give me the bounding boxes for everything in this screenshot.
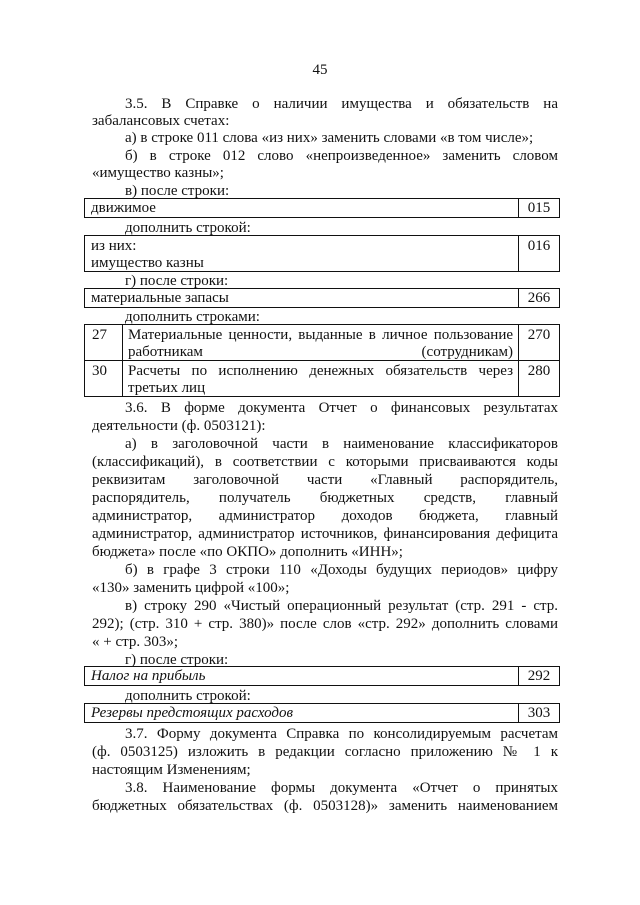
row-text-line: третьих лиц <box>128 380 206 396</box>
paragraph-line: б) в строке 012 слово «непроизведенное» заменить словом <box>125 148 558 164</box>
paragraph-line: забалансовых счетах: <box>92 113 230 129</box>
paragraph-line: 292); (стр. 310 + стр. 380)» после слов «стр. 292» дополнить словами <box>92 616 558 632</box>
paragraph-line: бюджетных обязательствах (ф. 0503128)» заменить наименованием <box>92 798 558 814</box>
paragraph-line: в) строку 290 «Чистый операционный результат (стр. 291 - стр. <box>125 598 558 614</box>
paragraph-line: настоящим Изменениям; <box>92 762 251 778</box>
row-text <box>123 325 518 360</box>
row-number: 30 <box>85 361 123 396</box>
row-code: 270 <box>518 325 559 360</box>
row-text-line: Расчеты по исполнению денежных обязательств через <box>128 363 513 379</box>
paragraph-line: 3.7. Форму документа Справка по консолидируемым расчетам <box>125 726 558 742</box>
paragraph-line: распорядитель, получатель бюджетных средств, главный <box>92 490 558 506</box>
paragraph-line: дополнить строками: <box>125 309 260 325</box>
row-text <box>123 361 518 396</box>
paragraph-line: дополнить строкой: <box>125 688 251 704</box>
paragraph-line: « + стр. 303»; <box>92 634 179 650</box>
paragraph-line: г) после строки: <box>125 652 229 668</box>
paragraph-line: б) в графе 3 строки 110 «Доходы будущих периодов» цифру <box>125 562 558 578</box>
paragraph-line: а) в строке 011 слова «из них» заменить словами «в том числе»; <box>125 130 534 146</box>
paragraph-line: дополнить строкой: <box>125 220 251 236</box>
table-row <box>84 324 560 361</box>
page-number: 45 <box>312 62 328 78</box>
paragraph-line: г) после строки: <box>125 273 229 289</box>
table-row <box>84 703 560 723</box>
paragraph-line: а) в заголовочной части в наименование классификаторов <box>125 436 558 452</box>
paragraph-line: реквизитам заголовочной части «Главный распорядитель, <box>92 472 558 488</box>
row-text-line: из них: <box>91 238 137 254</box>
paragraph-line: «130» заменить цифрой «100»; <box>92 580 290 596</box>
row-code: 303 <box>518 704 559 722</box>
paragraph-line: 3.5. В Справке о наличии имущества и обязательств на <box>125 96 558 112</box>
paragraph-line: администратор, администратор доходов бюджета, главный <box>92 508 558 524</box>
row-code: 292 <box>518 667 559 685</box>
row-text: Налог на прибыль <box>91 668 206 684</box>
row-number: 27 <box>85 325 123 360</box>
row-text-line: работникам (сотрудникам) <box>128 344 513 360</box>
row-code: 266 <box>518 289 559 307</box>
paragraph-line: деятельности (ф. 0503121): <box>92 418 266 434</box>
table-row <box>84 666 560 686</box>
row-text: материальные запасы <box>91 290 229 306</box>
table-row <box>84 288 560 308</box>
paragraph-line: 3.6. В форме документа Отчет о финансовых результатах <box>125 400 558 416</box>
paragraph-line: (классификаций), в соответствии с которыми присваиваются коды <box>92 454 558 470</box>
table-row <box>84 198 560 218</box>
row-code: 016 <box>518 236 559 271</box>
paragraph-line: «имущество казны»; <box>92 165 224 181</box>
paragraph-line: 3.8. Наименование формы документа «Отчет о принятых <box>125 780 558 796</box>
paragraph-line: бюджета» после «по ОКПО» дополнить «ИНН»; <box>92 544 403 560</box>
row-text: движимое <box>91 200 156 216</box>
paragraph-line: администратор, администратор источников, финансирования дефицита <box>92 526 558 542</box>
row-text: Резервы предстоящих расходов <box>91 705 294 721</box>
row-text-line: имущество казны <box>91 255 204 271</box>
paragraph-line: (ф. 0503125) изложить в редакции согласно приложению № 1 к <box>92 744 558 760</box>
row-code: 015 <box>518 199 559 217</box>
row-text <box>85 236 518 271</box>
table-row <box>84 235 560 272</box>
row-code: 280 <box>518 361 559 396</box>
paragraph-line: в) после строки: <box>125 183 230 199</box>
table-row <box>84 360 560 397</box>
row-text-line: Материальные ценности, выданные в личное пользование <box>128 327 513 343</box>
